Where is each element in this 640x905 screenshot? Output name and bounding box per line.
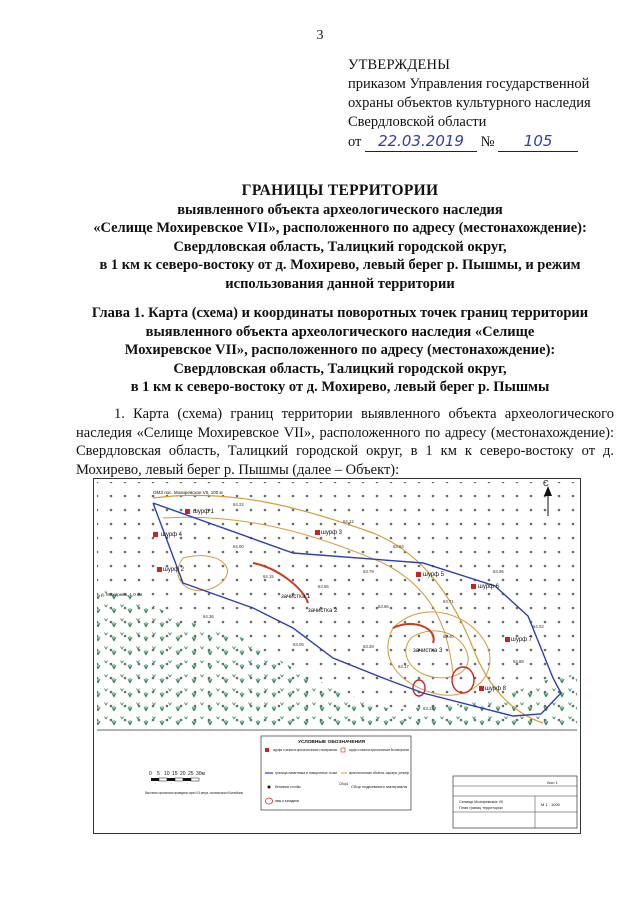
approval-number: 105 [498,132,578,152]
pit-label-3: шурф 3 [321,530,343,536]
approval-date: 22.03.2019 [365,132,477,152]
body-paragraph [76,405,614,479]
legend-pit-without: шурфы и зачистки археологические без материалов [349,748,410,752]
legend-boundary: граница памятника и поворотные точки [275,771,338,775]
svg-text:64.00: 64.00 [233,544,244,549]
svg-text:64.02: 64.02 [533,624,544,629]
map-legend [261,736,411,810]
title-line-5: в 1 км к северо-востоку от д. Мохирево, левый берег р. Пышмы, и режим [99,257,581,273]
stamp-scale: М 1 : 1000 [541,802,560,807]
legend-posts-icon [268,786,271,789]
approval-heading: УТВЕРЖДЕНЫ [348,57,451,73]
svg-text:63.17: 63.17 [398,664,409,669]
number-label: № [480,134,495,150]
scale-15: 15 [172,771,178,777]
svg-text:63.88: 63.88 [513,659,524,664]
pit-label-7: шурф 7 [511,637,533,643]
pit-label-5: шурф 5 [423,572,445,578]
chapter-line-2: выявленного объекта археологического наследия «Селище [145,323,535,340]
paragraph-text: 1. Карта (схема) границ территории выявленного объекта археологического наследия «Селище Мохиревское VII», расположенного по адресу (местонахождение): Свердловская область, Талицкий городской округ, в 1 км к северо-востоку от д. Мохирево, левый берег р. Пышмы (далее – Объект): [76,406,614,478]
stamp-sheet-title: План границ территории [459,806,503,810]
village-label: д. Мохирево, 1,0 км [101,592,143,597]
pit-label-4: шурф 4 [161,532,183,538]
title-line-6: использования данной территории [225,275,455,292]
approval-line-1: приказом Управления государственной [348,76,590,92]
svg-text:63.84: 63.84 [393,544,404,549]
svg-text:63.66: 63.66 [378,604,389,609]
pit-label-1: шурф 1 [193,509,215,515]
svg-text:63.71: 63.71 [443,599,454,604]
boundary-map [93,478,581,834]
stamp-sheet: Лист 1 [547,781,558,785]
scale-30: 30м [196,771,205,777]
chapter-line-4: Свердловская область, Талицкий городской округ, [173,360,507,377]
legend-collection: Сбор подъемного материала [351,785,408,789]
svg-text:63.79: 63.79 [363,569,374,574]
clearing-label-2: зачистка 2 [308,608,338,614]
svg-text:63.96: 63.96 [493,569,504,574]
approval-line-2: охраны объектов культурного наследия [348,95,591,111]
chapter-line-5: в 1 км к северо-востоку от д. Мохирево, левый берег р. Пышмы [130,379,550,395]
svg-text:63.05: 63.05 [293,642,304,647]
scale-0: 0 [149,771,152,777]
scale-25: 25 [188,771,194,777]
svg-text:64.22: 64.22 [233,502,244,507]
from-label: от [348,134,362,150]
chapter-heading [60,304,620,397]
svg-text:64.15: 64.15 [263,574,274,579]
svg-text:63.40: 63.40 [443,634,454,639]
scale-note: Высотные горизонтали проведены через 0.5 метра, система высот Балтийская [145,791,244,795]
title-line-4: Свердловская область, Талицкий городской округ, [173,238,507,255]
approval-date-row [348,132,628,152]
legend-posts: бетонные столбы [275,785,301,789]
legend-hole: ямы и западины [275,799,300,803]
legend-pit-with-icon [265,748,269,752]
legend-objects: археологические объекты, карьеры, рельеф [349,771,410,775]
svg-text:63.55: 63.55 [318,584,329,589]
pit-label-8: шурф 8 [485,686,507,692]
benchmark-label: ОМЗ пос. Мохиревское VII, 100 м [153,490,223,495]
clearing-label-3: зачистка 3 [413,648,443,654]
legend-collection-code: Сбор1 [339,782,349,786]
svg-text:63.28: 63.28 [363,644,374,649]
document-title [60,182,620,293]
north-letter: С [543,479,549,488]
legend-pit-with: шурфы и зачистки археологические с материалом [273,748,337,752]
chapter-line-1: Глава 1. Карта (схема) и координаты поворотных точек границ территории [91,305,589,321]
approval-line-3: Свердловской области [348,114,487,130]
pit-label-6: шурф 6 [478,584,500,590]
clearing-label-1: зачистка 1 [281,594,311,600]
title-stamp [453,776,577,828]
scale-20: 20 [180,771,186,777]
title-line-1: ГРАНИЦЫ ТЕРРИТОРИИ [241,182,439,199]
scale-5: 5 [157,771,160,777]
svg-text:64.36: 64.36 [203,614,214,619]
title-line-2: выявленного объекта археологического наследия [177,201,503,218]
pit-label-2: шурф 2 [163,567,185,573]
svg-text:63.12: 63.12 [423,706,434,711]
legend-title: УСЛОВНЫЕ ОБОЗНАЧЕНИЯ [298,740,365,745]
chapter-line-3: Мохиревское VII», расположенного по адресу (местонахождение): [124,342,556,358]
approval-block [348,56,628,152]
svg-text:64.12: 64.12 [343,519,354,524]
page-number: 3 [316,28,324,43]
title-line-3: «Селище Мохиревское VII», расположенного по адресу (местонахождение): [93,220,587,236]
scale-10: 10 [164,771,170,777]
stamp-object-name: Селище Мохиревское VII [459,800,504,804]
